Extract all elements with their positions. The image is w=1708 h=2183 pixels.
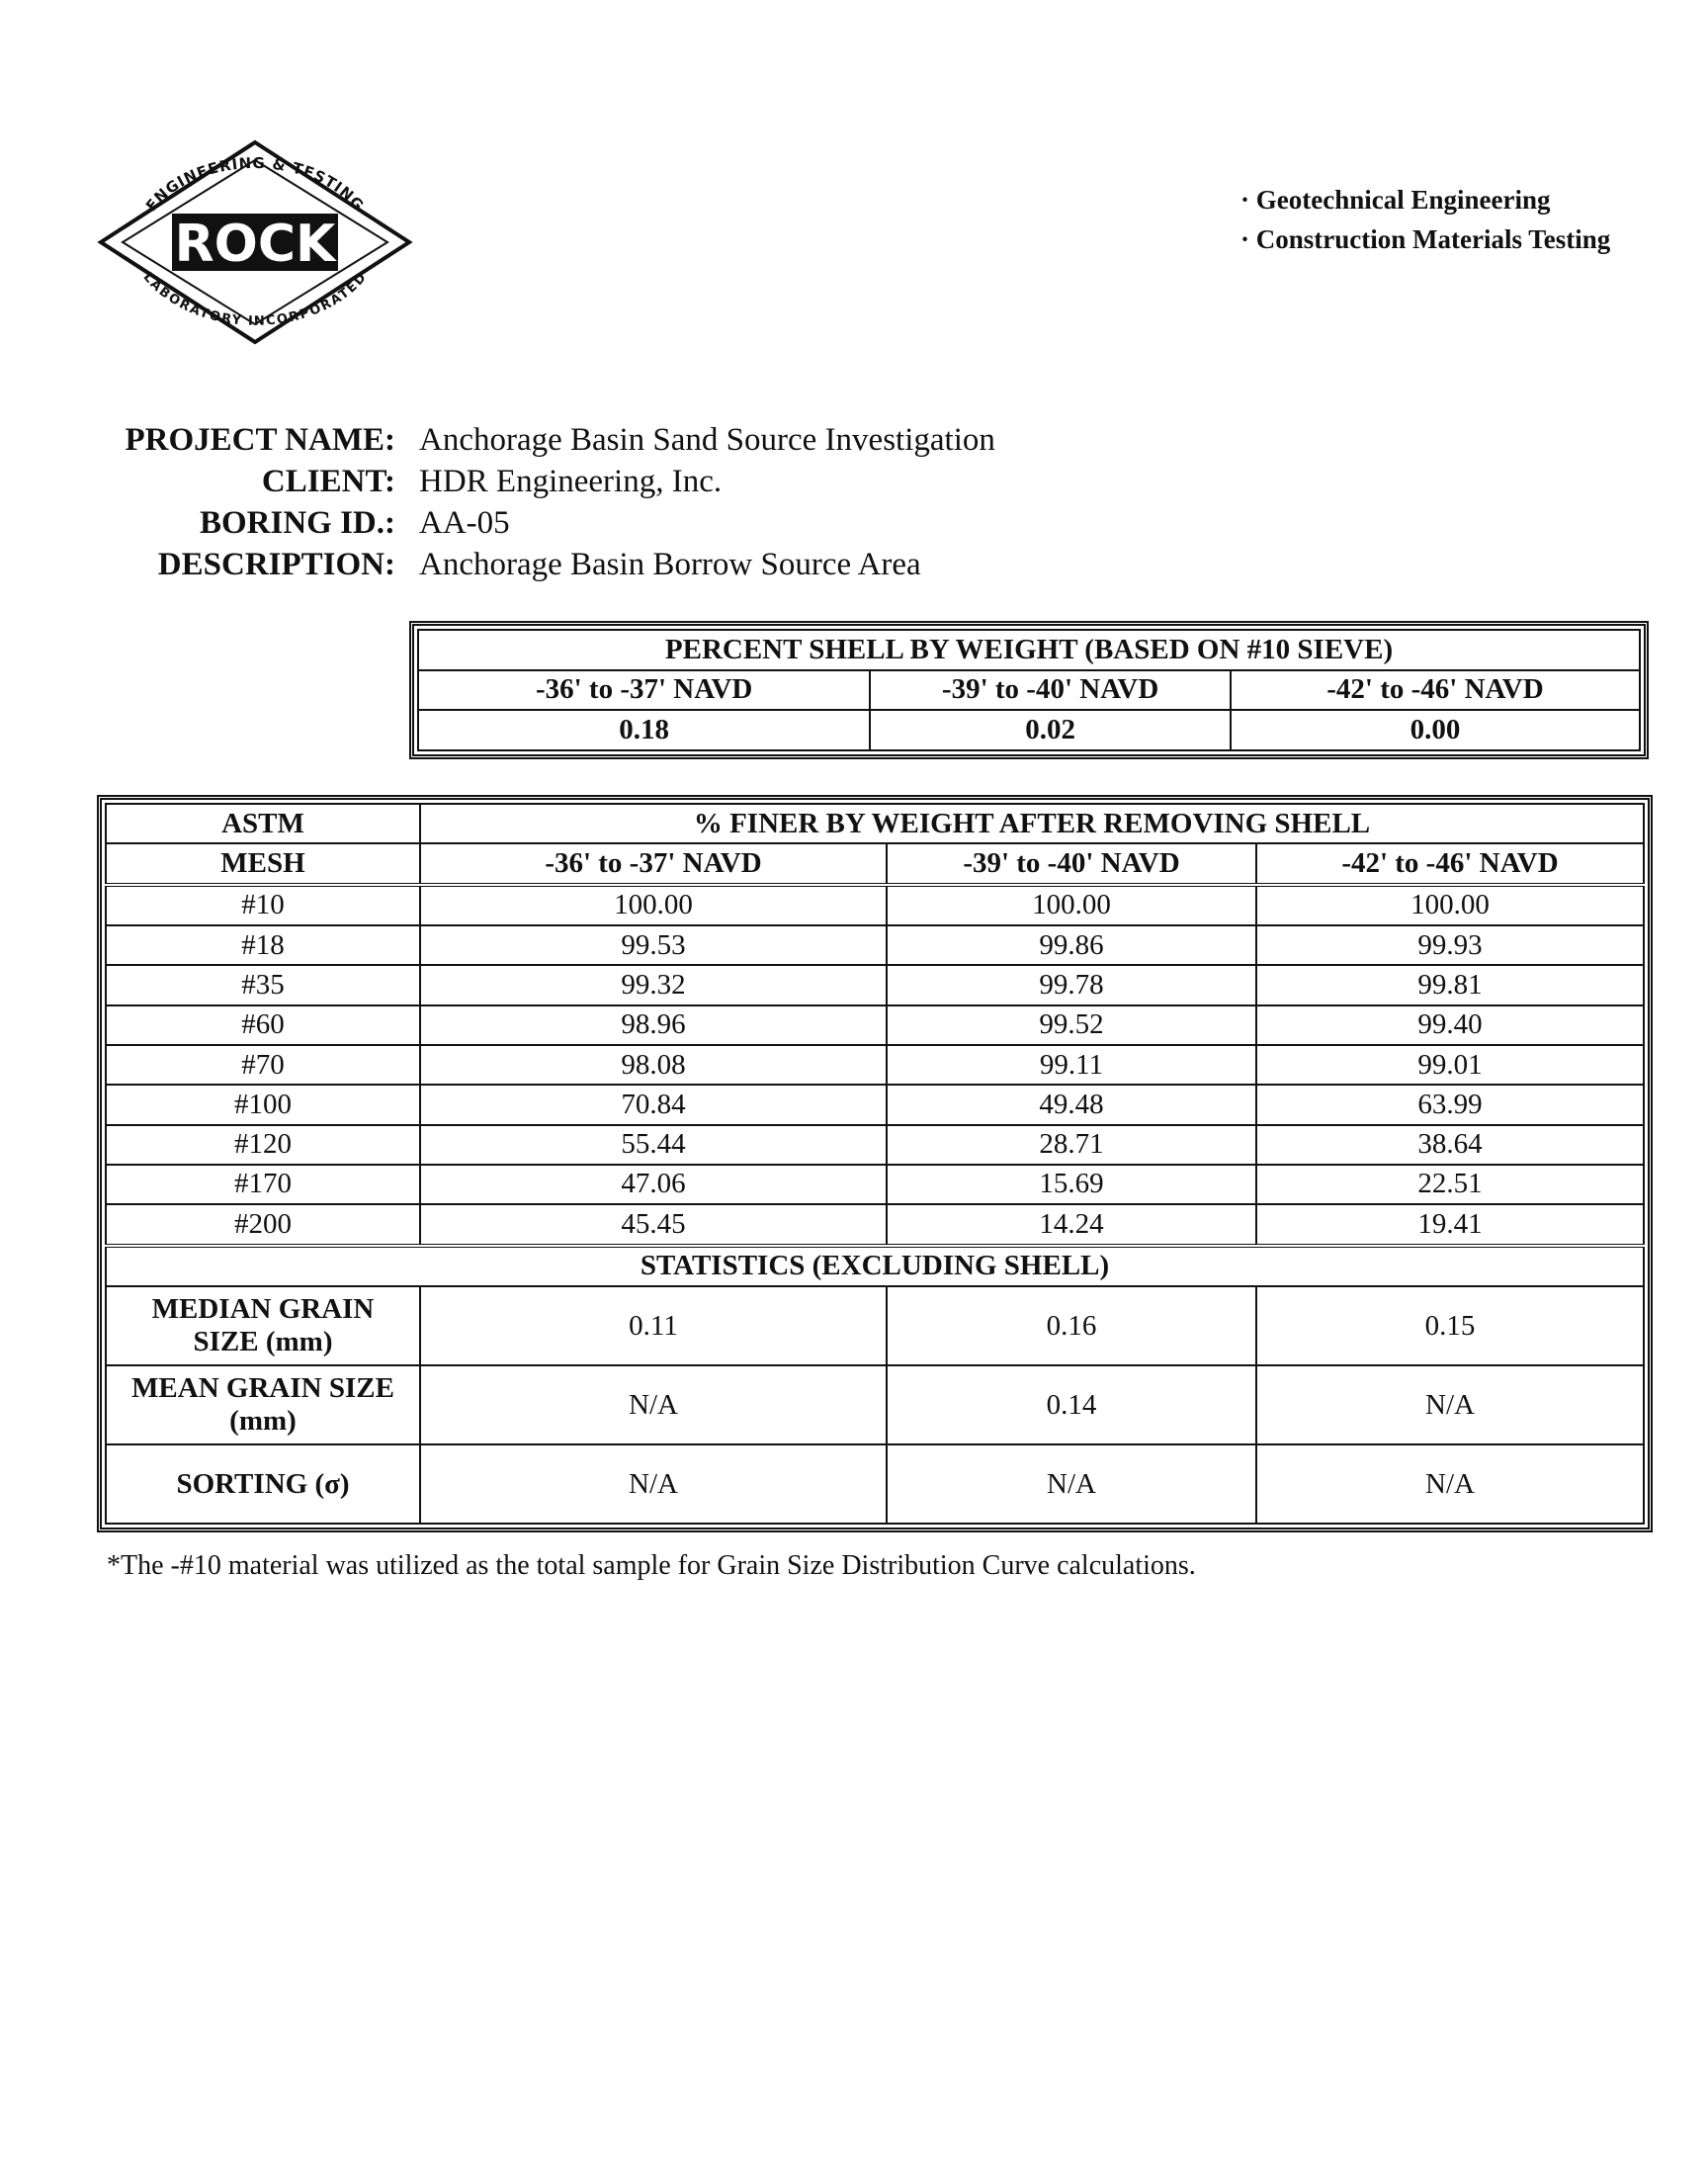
mesh-cell: #100 [106, 1085, 420, 1124]
value-cell: 99.01 [1256, 1045, 1644, 1085]
table-row [106, 1165, 1644, 1204]
value-cell: 100.00 [1256, 885, 1644, 925]
gradation-column-header: -36' to -37' NAVD [420, 843, 887, 884]
client-value: HDR Engineering, Inc. [419, 463, 723, 499]
stat-label-line: SIZE (mm) [193, 1326, 333, 1357]
stats-row [106, 1444, 1644, 1524]
value-cell: 22.51 [1256, 1165, 1644, 1204]
value-cell: 99.11 [887, 1045, 1256, 1085]
statistics-title: STATISTICS (EXCLUDING SHELL) [106, 1246, 1644, 1286]
stats-row [106, 1286, 1644, 1365]
value-cell: 99.40 [1256, 1005, 1644, 1045]
stat-label [106, 1286, 420, 1365]
company-logo [97, 138, 413, 346]
value-cell: 98.96 [420, 1005, 887, 1045]
stat-value: N/A [420, 1444, 887, 1524]
stats-row [106, 1365, 1644, 1444]
value-cell: 49.48 [887, 1085, 1256, 1124]
value-cell: 63.99 [1256, 1085, 1644, 1124]
value-cell: 98.08 [420, 1045, 887, 1085]
mesh-cell: #35 [106, 965, 420, 1004]
value-cell: 100.00 [887, 885, 1256, 925]
mesh-cell: #70 [106, 1045, 420, 1085]
shell-table-title: PERCENT SHELL BY WEIGHT (BASED ON #10 SIEVE) [418, 630, 1640, 670]
table-row [106, 925, 1644, 965]
shell-column-header: -36' to -37' NAVD [418, 670, 870, 711]
value-cell: 99.86 [887, 925, 1256, 965]
value-cell: 19.41 [1256, 1204, 1644, 1245]
value-cell: 99.81 [1256, 965, 1644, 1004]
gradation-table-title: % FINER BY WEIGHT AFTER REMOVING SHELL [420, 804, 1644, 843]
stat-value: N/A [420, 1365, 887, 1444]
table-row [106, 965, 1644, 1004]
value-cell: 38.64 [1256, 1125, 1644, 1165]
project-name-label: PROJECT NAME: [125, 421, 395, 458]
project-name-value: Anchorage Basin Sand Source Investigation [419, 421, 995, 458]
value-cell: 99.78 [887, 965, 1256, 1004]
mesh-cell: #10 [106, 885, 420, 925]
stat-value: 0.11 [420, 1286, 887, 1365]
stat-value: 0.15 [1256, 1286, 1644, 1365]
stat-value: N/A [887, 1444, 1256, 1524]
project-info [99, 419, 995, 585]
table-row [106, 1045, 1644, 1085]
boring-id-value: AA-05 [419, 504, 510, 541]
mesh-cell: #60 [106, 1005, 420, 1045]
shell-value: 0.02 [870, 710, 1231, 750]
service-item: · Geotechnical Engineering [1240, 185, 1551, 215]
footnote: *The -#10 material was utilized as the total sample for Grain Size Distribution Curve calculations. [107, 1550, 1196, 1581]
client-label: CLIENT: [261, 463, 395, 499]
stat-label: SORTING (σ) [106, 1444, 420, 1524]
shell-column-header: -42' to -46' NAVD [1231, 670, 1640, 711]
value-cell: 28.71 [887, 1125, 1256, 1165]
value-cell: 47.06 [420, 1165, 887, 1204]
shell-value: 0.00 [1231, 710, 1640, 750]
value-cell: 45.45 [420, 1204, 887, 1245]
value-cell: 99.32 [420, 965, 887, 1004]
stat-value: 0.14 [887, 1365, 1256, 1444]
value-cell: 70.84 [420, 1085, 887, 1124]
value-cell: 15.69 [887, 1165, 1256, 1204]
gradation-column-header: -39' to -40' NAVD [887, 843, 1256, 884]
value-cell: 55.44 [420, 1125, 887, 1165]
mesh-header: MESH [106, 843, 420, 884]
stat-label [106, 1365, 420, 1444]
mesh-cell: #18 [106, 925, 420, 965]
logo-arc-top: ENGINEERING & TESTING [141, 153, 368, 215]
value-cell: 14.24 [887, 1204, 1256, 1245]
value-cell: 100.00 [420, 885, 887, 925]
logo-center-text: ROCK [174, 215, 336, 274]
value-cell: 99.93 [1256, 925, 1644, 965]
shell-column-header: -39' to -40' NAVD [870, 670, 1231, 711]
stat-label-line: MEDIAN GRAIN [151, 1293, 375, 1325]
service-item: · Construction Materials Testing [1240, 224, 1611, 254]
stat-value: N/A [1256, 1365, 1644, 1444]
logo-arc-bottom: LABORATORY INCORPORATED [139, 270, 371, 329]
table-row [106, 1005, 1644, 1045]
description-value: Anchorage Basin Borrow Source Area [419, 546, 921, 582]
description-label: DESCRIPTION: [157, 546, 395, 582]
mesh-cell: #200 [106, 1204, 420, 1245]
stat-value: 0.16 [887, 1286, 1256, 1365]
boring-id-label: BORING ID.: [199, 504, 395, 541]
table-row [106, 885, 1644, 925]
mesh-cell: #120 [106, 1125, 420, 1165]
stat-value: N/A [1256, 1444, 1644, 1524]
astm-header: ASTM [106, 804, 420, 843]
table-row [106, 1125, 1644, 1165]
gradation-table [97, 795, 1653, 1532]
value-cell: 99.52 [887, 1005, 1256, 1045]
mesh-cell: #170 [106, 1165, 420, 1204]
shell-value: 0.18 [418, 710, 870, 750]
stat-label-line: (mm) [229, 1405, 297, 1437]
gradation-column-header: -42' to -46' NAVD [1256, 843, 1644, 884]
shell-table [409, 621, 1649, 759]
value-cell: 99.53 [420, 925, 887, 965]
services-list [1240, 180, 1610, 259]
table-row [106, 1204, 1644, 1245]
stat-label-line: MEAN GRAIN SIZE [131, 1372, 394, 1404]
table-row [106, 1085, 1644, 1124]
